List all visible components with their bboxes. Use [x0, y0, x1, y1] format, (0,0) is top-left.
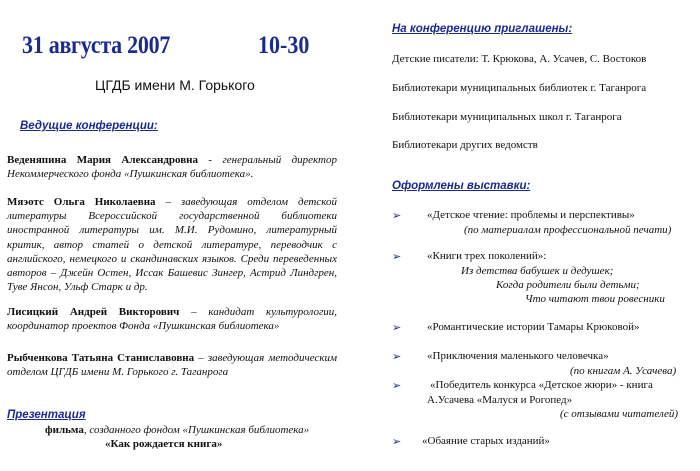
host-name: Веденяпина Мария Александровна [7, 154, 199, 166]
exhibition-item: «Победитель конкурса «Детское жюри» - книга [430, 379, 653, 391]
exhibition-note: (по материалам профессиональной печати) [464, 224, 672, 236]
arrow-bullet-icon: ➢ [392, 210, 402, 222]
exhibitions-heading: Оформлены выставки: [392, 180, 531, 192]
presentation-line [45, 423, 365, 437]
exhibition-note: Когда родители были детьми; [496, 279, 640, 291]
host-role: – заведующая отделом детской литературы Всероссийской государственной библиотеки иностранной литературы им. М.И. Рудомино, литературный критик, автор статей о детской литературе, переводчик с английского, немецкого и скандинавских языков. Среди переведенных авторов – Джейн Остен, Иссак Башевис Зингер, Астрид Линдгрен, Туве Янсон, Ульф Старк и др. [7, 196, 337, 294]
invited-heading: На конференцию приглашены: [392, 23, 573, 35]
exhibition-note: Из детства бабушек и дедушек; [461, 265, 614, 277]
host-name: Лисицкий Андрей Викторович [7, 306, 180, 318]
host-name: Рыбченкова Татьяна Станиславовна [7, 352, 195, 364]
host-entry [7, 351, 337, 379]
exhibition-item: «Детское чтение: проблемы и перспективы» [427, 209, 635, 221]
exhibition-item: «Обаяние старых изданий» [422, 435, 550, 447]
arrow-bullet-icon: ➢ [392, 380, 402, 392]
presentation-heading: Презентация [7, 409, 86, 421]
host-entry [7, 153, 337, 181]
hosts-heading: Ведущие конференции: [20, 120, 158, 132]
arrow-bullet-icon: ➢ [392, 322, 402, 334]
host-entry [7, 195, 337, 294]
exhibition-item: «Книги трех поколений»: [427, 250, 547, 262]
host-role: – кандидат культурологии, координатор проектов Фонда «Пушкинская библиотека» [7, 306, 337, 333]
arrow-bullet-icon: ➢ [392, 436, 402, 448]
presentation-film: фильма [45, 424, 84, 436]
host-role: - генеральный директор Некоммерческого фонда «Пушкинская библиотека». [7, 154, 337, 181]
event-date: 31 августа 2007 [22, 32, 171, 59]
exhibition-item: «Приключения маленького человечка» [427, 350, 609, 362]
host-entry [7, 305, 337, 333]
exhibition-item: «Романтические истории Тамары Крюковой» [427, 321, 640, 333]
exhibition-item-continued: А.Усачева «Малуся и Рогопед» [427, 394, 573, 406]
presentation-by: , созданного фондом «Пушкинская библиотека» [83, 424, 310, 436]
venue-title: ЦГДБ имени М. Горького [95, 77, 255, 93]
host-role: – заведующая методическим отделом ЦГДБ имени М. Горького г. Таганрога [7, 352, 337, 379]
exhibition-note: Что читают твои ровесники [525, 293, 665, 305]
exhibition-note: (по книгам А. Усачева) [570, 365, 677, 377]
exhibition-note: (с отзывами читателей) [560, 408, 679, 420]
presentation-title: «Как рождается книга» [105, 438, 223, 450]
invited-line: Библиотекари муниципальных школ г. Таганрога [392, 111, 622, 123]
invited-line: Библиотекари муниципальных библиотек г. Таганрога [392, 82, 647, 94]
invited-line: Библиотекари других ведомств [392, 139, 538, 151]
arrow-bullet-icon: ➢ [392, 351, 402, 363]
event-time: 10-30 [258, 32, 310, 59]
host-name: Мяэотс Ольга Николаевна [7, 196, 156, 208]
invited-line: Детские писатели: Т. Крюкова, А. Усачев, С. Востоков [392, 53, 647, 65]
arrow-bullet-icon: ➢ [392, 251, 402, 263]
